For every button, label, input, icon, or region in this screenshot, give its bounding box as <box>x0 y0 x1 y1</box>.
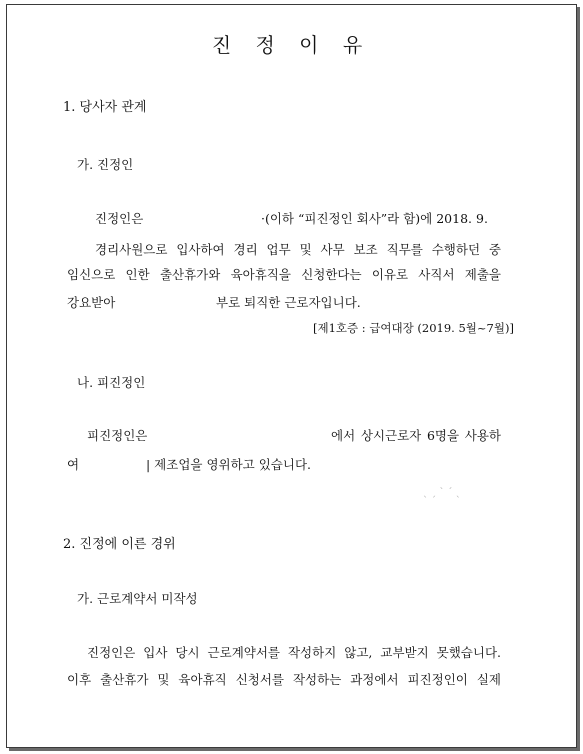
section-1b-heading: 나. 피진정인 <box>77 375 146 390</box>
section-1a-heading: 가. 진정인 <box>77 157 134 172</box>
document-title: 진 정 이 유 <box>211 33 372 57</box>
paragraph-1b-line-2-start: 여 <box>67 457 80 472</box>
paragraph-1a-line-1-end: ·(이하 “피진정인 회사”라 함)에 2018. 9. <box>261 211 488 226</box>
paragraph-1a-line-1-start: 진정인은 <box>95 211 144 226</box>
paragraph-1a-line-4-end: 부로 퇴직한 근로자입니다. <box>216 295 361 310</box>
section-1-heading: 1. 당사자 관계 <box>63 100 147 115</box>
scan-noise: ˎ ˏ ˋ ˊ ˎ <box>423 487 461 498</box>
paragraph-2a-line-2: 이후 출산휴가 및 육아휴직 신청서를 작성하는 과정에서 피진정인이 실제 <box>67 672 501 687</box>
paragraph-1a-line-3: 임신으로 인한 출산휴가와 육아휴직을 신청한다는 이유로 사직서 제출을 <box>67 267 501 282</box>
paragraph-1b-line-1-end: 에서 상시근로자 6명을 사용하 <box>331 428 501 443</box>
paragraph-1b-line-1-start: 피진정인은 <box>87 428 148 443</box>
section-2a-heading: 가. 근로계약서 미작성 <box>77 591 198 606</box>
section-2-heading: 2. 진정에 이른 경위 <box>63 537 176 552</box>
paragraph-1a-line-2: 경리사원으로 입사하여 경리 업무 및 사무 보조 직무를 수행하던 중 <box>95 242 501 257</box>
document-page <box>6 4 577 748</box>
paragraph-2a-line-1: 진정인은 입사 당시 근로계약서를 작성하지 않고, 교부받지 못했습니다. <box>87 645 501 660</box>
evidence-reference: [제1호증 : 급여대장 (2019. 5월~7월)] <box>313 321 514 335</box>
paragraph-1b-line-2-end: | 제조업을 영위하고 있습니다. <box>146 457 312 472</box>
paragraph-1a-line-4-start: 강요받아 <box>67 295 116 310</box>
